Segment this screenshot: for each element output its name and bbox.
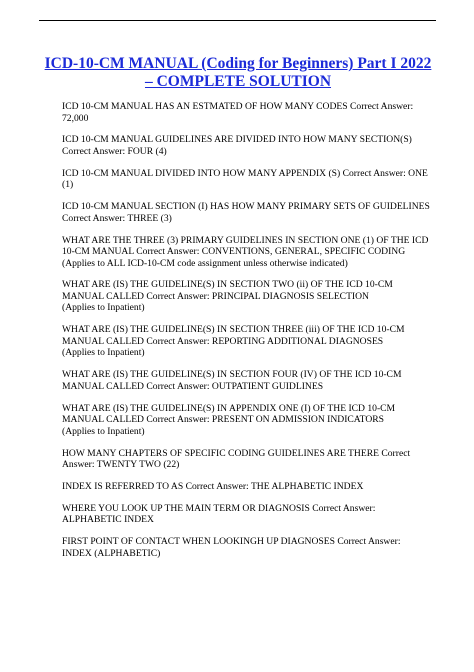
qa-item: WHAT ARE (IS) THE GUIDELINE(S) IN SECTION FOUR (IV) OF THE ICD 10-CM MANUAL CALLED Correct Answer: OUTPATIENT GUIDLINES [62,369,402,392]
qa-item: FIRST POINT OF CONTACT WHEN LOOKINGH UP DIAGNOSES Correct Answer: INDEX (ALPHABETIC) [62,536,401,559]
qa-item: WHAT ARE (IS) THE GUIDELINE(S) IN SECTION THREE (iii) OF THE ICD 10-CM MANUAL CALLED Correct Answer: REPORTING ADDITIONAL DIAGNOSES (Applies to Inpatient) [62,324,405,359]
qa-item: HOW MANY CHAPTERS OF SPECIFIC CODING GUIDELINES ARE THERE Correct Answer: TWENTY TWO (22) [62,447,411,471]
qa-item: WHERE YOU LOOK UP THE MAIN TERM OR DIAGNOSIS Correct Answer: ALPHABETIC INDEX [62,502,376,526]
qa-item: INDEX IS REFERRED TO AS Correct Answer: THE ALPHABETIC INDEX [62,480,364,492]
qa-item: WHAT ARE (IS) THE GUIDELINE(S) IN SECTION TWO (ii) OF THE ICD 10-CM MANUAL CALLED Correct Answer: PRINCIPAL DIAGNOSIS SELECTION (Applies to Inpatient) [62,279,393,314]
qa-list [62,101,438,570]
qa-item: ICD 10-CM MANUAL DIVIDED INTO HOW MANY APPENDIX (S) Correct Answer: ONE (1) [62,167,428,191]
qa-item: WHAT ARE (IS) THE GUIDELINE(S) IN APPENDIX ONE (I) OF THE ICD 10-CM MANUAL CALLED Correct Answer: PRESENT ON ADMISSION INDICATORS (Applies to Inpatient) [62,402,396,437]
qa-item: ICD 10-CM MANUAL HAS AN ESTMATED OF HOW MANY CODES Correct Answer: 72,000 [62,101,414,124]
header-rule [39,20,436,21]
document-title: ICD-10-CM MANUAL (Coding for Beginners) Part I 2022 – COMPLETE SOLUTION [44,55,432,90]
qa-item: ICD 10-CM MANUAL SECTION (I) HAS HOW MANY PRIMARY SETS OF GUIDELINES Correct Answer: THREE (3) [62,201,430,224]
qa-item: ICD 10-CM MANUAL GUIDELINES ARE DIVIDED INTO HOW MANY SECTION(S) Correct Answer: FOUR (4) [62,134,412,157]
qa-item: WHAT ARE THE THREE (3) PRIMARY GUIDELINES IN SECTION ONE (1) OF THE ICD 10-CM MANUAL Correct Answer: CONVENTIONS, GENERAL, SPECIFIC CODING (Applies to ALL ICD-10-CM code assignment unless otherwise indicated) [62,234,429,269]
